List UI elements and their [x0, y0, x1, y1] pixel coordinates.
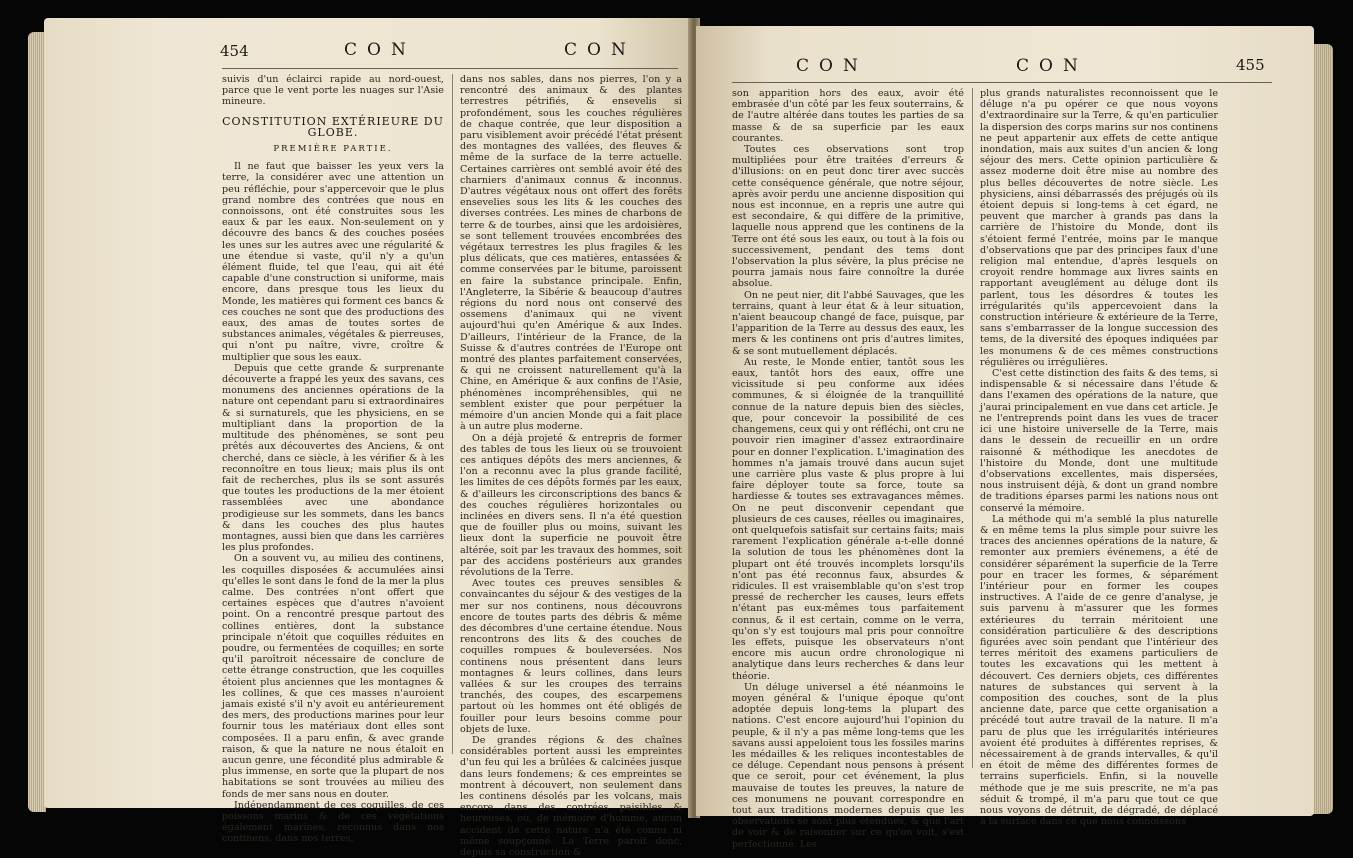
paragraph: Avec toutes ces preuves sensibles & convaincantes du séjour & des vestiges de la mer sur nos continens, nous découvrons encore de toutes parts des débris & même des décombres d'une certaine étendue. Nous rencontrons des lits & des couches de coquilles rompues & bouleversées. Nos continens nous présentent dans leurs montagnes & leurs collines, dans leurs vallées & sur les croupes des terrains tranchés, des coupes, des escarpemens partout où les hommes ont été obligés de fouiller pour leurs besoins comme pour objets de luxe.	[460, 578, 682, 735]
paragraph: La méthode qui m'a semblé la plus naturelle & en même tems la plus simple pour suivre les traces des anciennes opérations de la nature, & remonter aux premiers événemens, a été de considérer séparément la superficie de la Terre pour en tracer les formes, & séparément l'intérieur pour en former les coupes instructives. A l'aide de ce genre d'analyse, je suis parvenu à m'assurer que les formes extérieures du terrain méritoient une considération particulière & des descriptions figurées avec soin pendant que l'intérieur des terres méritoit des examens particuliers de toutes les excavations qui les mettent à découvert. Ces derniers objets, ces différentes natures de substances qui servent à la composition des couches, sont de la plus ancienne date, parce que cette organisation a précédé tout autre travail de la nature. Il m'a paru de plus que les irrégularités intérieures avoient été produites à différentes reprises, & nécessairement à de grands intervalles, & qu'il en étoit de même des différentes formes de terrains superficiels. Enfin, si la nouvelle méthode que je me suis prescrite, ne m'a pas séduit & trompé, il m'a paru que tout ce que nous voyons de détruit, de dégradé, de déplacé à la surface dans ce que nous connoissons	[980, 513, 1218, 828]
right-page	[696, 26, 1314, 850]
section-heading: CONSTITUTION EXTÉRIEURE DU GLOBE.	[222, 114, 444, 139]
open-book	[28, 18, 1333, 858]
left-folio: 454	[220, 42, 249, 60]
right-folio: 455	[1236, 56, 1265, 74]
paragraph: C'est cette distinction des faits & des tems, si indispensable & si nécessaire dans l'étude & dans l'examen des opérations de la nature, que j'aurai principalement en vue dans cet article. Je ne l'entreprends point dans les vues de tracer ici une histoire universelle de la Terre, mais dans le dessein de recueillir en un ordre raisonné & méthodique les anecdotes de l'histoire du Monde, dont une multitude d'observations excellentes, mais dispersées, nous instruisent déjà, & dont un grand nombre de traditions éparses parmi les nations nous ont conservé la mémoire.	[980, 368, 1218, 514]
paragraph: Un déluge universel a été néanmoins le moyen général & l'unique époque qu'ont adoptée depuis long-tems la plupart des nations. C'est encore aujourd'hui l'opinion du peuple, & il n'y a pas même long-tems que les savans aussi appeloient tous les fossiles marins les médailles & les reliques incontestables de ce déluge. Cependant nous pensons à présent que ce seroit, pour cet événement, la plus mauvaise de toutes les preuves, la nature de ces monumens ne pouvant correspondre en tout aux traditions modernes depuis que les observations se sont plus étendues, & que l'art de voir & de raisonner sur ce qu'on voit, s'est perfectionné. Les	[732, 681, 964, 850]
left-column-1	[222, 74, 444, 845]
paragraph: On a souvent vu, au milieu des continens, les coquilles disposées & accumulées ainsi qu'elles le sont dans le fond de la mer la plus calme. Des contrées n'ont offert que certaines espèces que d'autres n'avoient point. On a rencontré presque partout des collines entières, dont la substance principale n'étoit que coquilles réduites en poudre, ou fermentées de coquilles; en sorte qu'il paroîtroit nécessaire de conclure de cette étrange construction, que les coquilles étoient plus anciennes que les montagnes & les collines, & que ces masses n'auroient jamais existé s'il n'y avoit eu antérieurement des mers, des productions marines pour leur fournir tous les matériaux dont elles sont composées. Il a paru enfin, & avec grande raison, & que la nature ne nous étaloit en aucun genre, une fécondité plus admirable & plus immense, en sorte que la plupart de nos habitations se sont trouvées au milieu des fonds de mer sans nous en douter.	[222, 553, 444, 800]
left-column-divider	[452, 74, 453, 754]
paragraph: son apparition hors des eaux, avoir été embrasée d'un côté par les feux souterrains, & de l'autre altérée dans toutes les parties de sa masse & de sa superficie par les eaux courantes.	[732, 88, 964, 144]
right-column-divider	[972, 88, 973, 768]
section-subheading: PREMIÈRE PARTIE.	[273, 144, 393, 155]
left-running-head-1: CON	[344, 40, 416, 60]
paragraph: De grandes régions & des chaînes considérables portent aussi les empreintes d'un feu qui les a brûlées & calcinées jusque dans leurs fondemens; & ces empreintes se montrent à découvert, non seulement dans les continens désolés par les volcans, mais encore dans des contrées paisibles & heureuses, où, de mémoire d'homme, aucun accident de cette nature n'a été connu ni même soupçonné. La Terre paroît donc, depuis sa construction &	[460, 734, 682, 858]
left-page	[44, 18, 692, 858]
right-column-2	[980, 88, 1218, 828]
paragraph: Il ne faut que baisser les yeux vers la terre, la considérer avec une attention un peu réfléchie, pour s'appercevoir que le plus grand nombre des contrées que nous en connoissons, ont été construites sous les eaux & par les eaux. Non-seulement on y découvre des bancs & des couches posées les unes sur les autres avec une régularité & une étendue si vaste, qu'il n'y a qu'un élément fluide, tel que l'eau, qui ait été capable d'une construction si uniforme, mais encore, dans presque tous les lieux du Monde, les matières qui forment ces bancs & ces couches ne sont que des productions des eaux, des amas de toutes sortes de substances animales, végétales & pierreuses, qui n'ont pu naître, vivre, croître & multiplier que sous les eaux.	[222, 161, 444, 363]
left-running-head-2: CON	[564, 40, 636, 60]
right-running-head-1: CON	[796, 56, 868, 76]
paragraph: On a déjà projeté & entrepris de former des tables de tous les lieux où se trouvoient ces antiques dépôts des mers anciennes, & l'on a reconnu avec la plus grande facilité, les limites de ces dépôts formés par les eaux, & d'ailleurs les circonscriptions des bancs & des couches régulières horizontales ou inclinées en divers sens. Il n'a été question que de fouiller plus ou moins, suivant les lieux dont la superficie ne pouvoit être altérée, soit par les travaux des hommes, soit par des accidens postérieurs aux grandes révolutions de la Terre.	[460, 432, 682, 578]
right-head-rule	[732, 82, 1272, 83]
paragraph: Au reste, le Monde entier, tantôt sous les eaux, tantôt hors des eaux, offre une vicissitude si peu conforme aux idées communes, & si éloignée de la tranquillité connue de la nature depuis bien des siècles, que, pour concevoir la possibilité de ces changemens, ceux qui y ont réfléchi, ont cru ne pouvoir rien imaginer d'assez extraordinaire pour en donner l'explication. L'imagination des hommes n'a jamais trouvé dans aucun sujet une carrière plus vaste & plus propre à lui faire déployer toute sa force, toute sa hardiesse & toutes ses extravagances mêmes. On ne peut disconvenir cependant que plusieurs de ces causes, réelles ou imaginaires, ont quelquefois satisfait sur certains faits; mais rarement l'explication générale a-t-elle donné la solution de tous les phénomènes dont la plupart ont été trouvés incomplets lorsqu'ils n'ont pas été reconnus faux, absurdes & ridicules. Il est vraisemblable qu'on s'est trop pressé de rechercher les causes, leurs effets n'étant pas eux-mêmes tous parfaitement connus, & il est certain, comme on le verra, qu'on s'y est toujours mal pris pour connoître les effets, puisque les observateurs n'ont encore mis aucun ordre chronologique ni analytique dans leurs recherches & dans leur théorie.	[732, 356, 964, 682]
left-column-2	[460, 74, 682, 858]
paragraph: Indépendamment de ces coquilles, de ces poissons marins & de ces végétations également marines, reconnus dans nos continens, dans nos terres,	[222, 799, 444, 845]
paragraph: Toutes ces observations sont trop multipliées pour être traitées d'erreurs & d'illusions: on en peut donc tirer avec succès cette conséquence générale, que notre séjour, après avoir perdu une ancienne disposition qui nous est inconnue, en a repris une autre qui est secondaire, & qui diffère de la primitive, laquelle nous apprend que les continens de la Terre ont été sous les eaux, ou tout à la fois ou successivement, pendant des tems dont l'observation la plus sévère, la plus précise ne pourra jamais nous faire connoître la durée absolue.	[732, 144, 964, 290]
paragraph: dans nos sables, dans nos pierres, l'on y a rencontré des animaux & des plantes terrestres pétrifiés, & ensevelis si profondément, sous les couches régulières de chaque contrée, que leur disposition a paru visiblement avoir précédé l'état présent des montagnes des vallées, des fleuves & même de la surface de la terre actuelle. Certaines carrières ont semblé avoir été des charniers d'animaux connus & inconnus. D'autres végétaux nous ont offert des forêts ensevelies sous les lits & les couches des diverses contrées. Les mines de charbons de terre & de tourbes, ainsi que les ardoisières, se sont tellement trouvées encombrées des végétaux terrestres les plus fragiles & les plus délicats, que ces matières, entassées & comme conservées par le bitume, paroissent en faire la substance principale. Enfin, l'Angleterre, la Sibérie & beaucoup d'autres régions du nord nous ont conservé des ossemens d'animaux qui ne vivent aujourd'hui qu'en Amérique & aux Indes. D'ailleurs, l'intérieur de la France, de la Suisse & d'autres contrées de l'Europe ont montré des plantes parfaitement conservées, & qui ne croissent naturellement qu'à la Chine, en Amérique & aux confins de l'Asie, phénomènes incompréhensibles, qui ne semblent exister que pour perpétuer la mémoire d'un ancien Monde qui a fait place à un autre plus moderne.	[460, 74, 682, 433]
left-head-rule	[222, 68, 678, 69]
paragraph: plus grands naturalistes reconnoissent que le déluge n'a pu opérer ce que nous voyons d'extraordinaire sur la Terre, & qu'en particulier la dispersion des corps marins sur nos continens ne peut appartenir aux effets de cette antique inondation, mais aux suites d'un ancien & long séjour des mers. Cette opinion particulière & assez moderne doit être mise au nombre des plus belles découvertes de notre siècle. Les physiciens, ainsi débarrassés des préjugés où ils étoient depuis si long-tems à cet égard, ne peuvent que marcher à grands pas dans la carrière de l'histoire du Monde, dont ils s'étoient fermé l'entrée, moins par le manque d'observations que par des principes faux d'une religion mal entendue, d'après lesquels on croyoit rendre hommage aux livres saints en rapportant aveuglément au déluge dont ils parlent, tous les désordres & toutes les irrégularités qu'ils appercevoient dans la construction intérieure & extérieure de la Terre, sans s'embarrasser de la longue succession des tems, de la diversité des époques indiquées par les monumens & de ces mêmes constructions régulières ou irrégulières.	[980, 88, 1218, 368]
paragraph: On ne peut nier, dit l'abbé Sauvages, que les terrains, quant à leur état & à leur situation, n'aient beaucoup changé de face, puisque, par l'apparition de la Terre au dessus des eaux, les mers & les continens ont pris d'autres limites, & se sont mutuellement déplacés.	[732, 289, 964, 357]
right-page-edges	[1311, 44, 1333, 814]
paragraph: Depuis que cette grande & surprenante découverte a frappé les yeux des savans, ces monumens des anciennes opérations de la nature ont cependant paru si extraordinaires & si surnaturels, que les physiciens, en se multipliant dans la proportion de la multitude des phénomènes, se sont peu prêtés aux découvertes des Anciens, & ont cherché, dans ce siècle, à les vérifier & à les reconnoître en tous lieux; mais plus ils ont fait de recherches, plus ils se sont assurés que toutes les productions de la mer étoient rassemblées avec une abondance prodigieuse sur les sommets, dans les bancs & dans les couches des plus hautes montagnes, aussi bien que dans les carrières les plus profondes.	[222, 362, 444, 554]
right-running-head-2: CON	[1016, 56, 1088, 76]
intro-text: suivis d'un éclairci rapide au nord-ouest, parce que le vent porte les nuages sur l'Asie mineure.	[222, 74, 444, 108]
right-column-1	[732, 88, 964, 850]
